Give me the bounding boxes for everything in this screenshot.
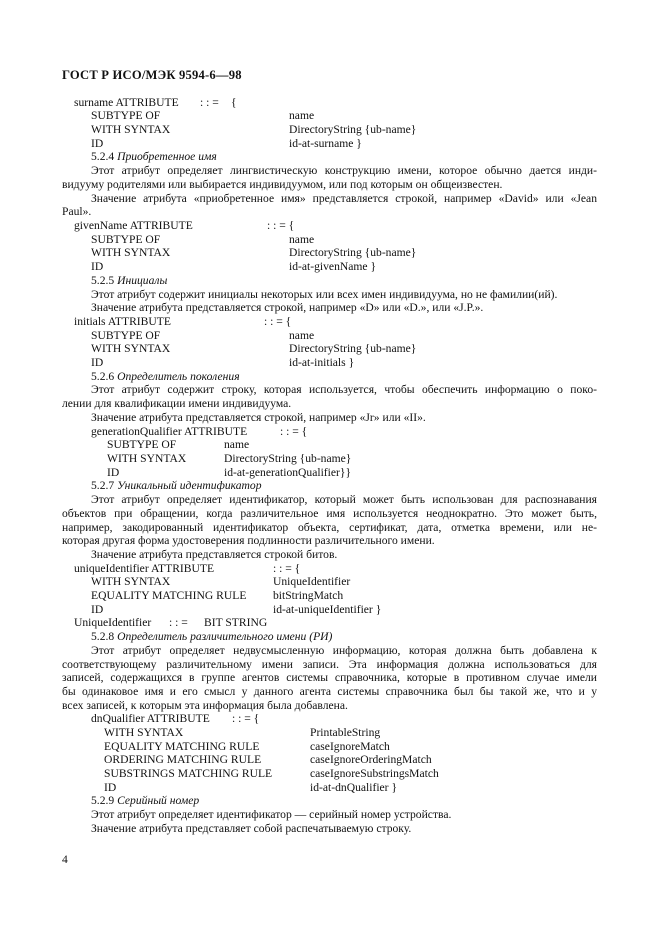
paragraph-line: Paul». bbox=[62, 205, 92, 218]
asn-brace: { bbox=[231, 96, 237, 109]
asn-keyword: SUBSTRINGS MATCHING RULE bbox=[104, 767, 273, 780]
section-heading bbox=[91, 274, 167, 288]
asn-head: uniqueIdentifier ATTRIBUTE bbox=[74, 562, 215, 575]
asn-keyword: SUBTYPE OF bbox=[91, 109, 161, 122]
section-number: 5.2.5 bbox=[91, 274, 115, 287]
paragraph-line: которая другая форма удостоверения подлинности различительного имени. bbox=[62, 534, 435, 547]
asn-value: id-at-generationQualifier}} bbox=[224, 466, 352, 479]
asn-value: DirectoryString {ub-name} bbox=[289, 342, 417, 355]
paragraph-line: Значение атрибута представляется строкой битов. bbox=[91, 548, 338, 561]
paragraph-line: Этот атрибут определяет идентификатор — серийный номер устройства. bbox=[91, 808, 452, 821]
section-number: 5.2.6 bbox=[91, 370, 115, 383]
asn-keyword: ORDERING MATCHING RULE bbox=[104, 753, 262, 766]
asn-keyword: WITH SYNTAX bbox=[104, 726, 184, 739]
asn-keyword: EQUALITY MATCHING RULE bbox=[104, 740, 260, 753]
asn-value: id-at-initials } bbox=[289, 356, 355, 369]
paragraph-line: Значение атрибута представляет собой распечатываемую строку. bbox=[91, 822, 412, 835]
asn-keyword: WITH SYNTAX bbox=[91, 123, 171, 136]
asn-assign: : : = { bbox=[264, 315, 292, 328]
section-title: Серийный номер bbox=[117, 794, 200, 807]
asn-value: BIT STRING bbox=[204, 616, 268, 629]
asn-keyword: ID bbox=[91, 603, 104, 616]
section-number: 5.2.7 bbox=[91, 479, 115, 492]
asn-keyword: SUBTYPE OF bbox=[91, 329, 161, 342]
asn-value: DirectoryString {ub-name} bbox=[289, 246, 417, 259]
asn-head: givenName ATTRIBUTE bbox=[74, 219, 193, 232]
paragraph-line: Этот атрибут определяет лингвистическую конструкцию имени, которое обычно дается инди- bbox=[91, 164, 597, 177]
asn-value: name bbox=[289, 233, 315, 246]
asn-assign: : : = bbox=[200, 96, 219, 109]
asn-value: caseIgnoreSubstringsMatch bbox=[310, 767, 439, 780]
paragraph-line: Этот атрибут содержит инициалы некоторых или всех имен индивидуума, но не фамилии(ий). bbox=[91, 288, 558, 301]
asn-value: bitStringMatch bbox=[273, 589, 344, 602]
paragraph-line: Этот атрибут определяет недвусмысленную информацию, которая должна быть добавлена к bbox=[91, 644, 597, 657]
asn-keyword: WITH SYNTAX bbox=[91, 246, 171, 259]
asn-value: caseIgnoreOrderingMatch bbox=[310, 753, 432, 766]
asn-value: name bbox=[289, 329, 315, 342]
asn-head: generationQualifier ATTRIBUTE bbox=[91, 425, 248, 438]
section-title: Определитель поколения bbox=[117, 370, 240, 383]
section-heading bbox=[91, 479, 262, 493]
paragraph-line: Этот атрибут содержит строку, которая используется, чтобы обеспечить информацию о поко- bbox=[91, 383, 597, 396]
section-title: Уникальный идентификатор bbox=[117, 479, 262, 492]
asn-keyword: WITH SYNTAX bbox=[91, 342, 171, 355]
asn-keyword: EQUALITY MATCHING RULE bbox=[91, 589, 247, 602]
paragraph-line: лении для квалификации имени индивидуума. bbox=[62, 397, 292, 410]
paragraph-line: Значение атрибута «приобретенное имя» представляется строкой, например «David» или «Jean bbox=[91, 192, 597, 205]
asn-value: id-at-dnQualifier } bbox=[310, 781, 398, 794]
section-title: Инициалы bbox=[117, 274, 168, 287]
page-header: ГОСТ Р ИСО/МЭК 9594-6—98 bbox=[62, 68, 242, 82]
asn-keyword: ID bbox=[107, 466, 120, 479]
paragraph-line: Значение атрибута представляется строкой, например «D» или «D.», или «J.P.». bbox=[91, 301, 484, 314]
paragraph-line: всех записей, к которым эта информация была добавлена. bbox=[62, 699, 348, 712]
asn-keyword: WITH SYNTAX bbox=[91, 575, 171, 588]
asn-keyword: SUBTYPE OF bbox=[91, 233, 161, 246]
page-number: 4 bbox=[62, 853, 68, 866]
asn-value: UniqueIdentifier bbox=[273, 575, 351, 588]
asn-keyword: SUBTYPE OF bbox=[107, 438, 177, 451]
asn-value: id-at-surname } bbox=[289, 137, 362, 150]
asn-value: caseIgnoreMatch bbox=[310, 740, 390, 753]
asn-value: DirectoryString {ub-name} bbox=[224, 452, 352, 465]
asn-value: id-at-givenName } bbox=[289, 260, 377, 273]
section-number: 5.2.4 bbox=[91, 150, 115, 163]
section-title: Приобретенное имя bbox=[117, 150, 217, 163]
asn-assign: : : = { bbox=[232, 712, 260, 725]
asn-keyword: ID bbox=[91, 356, 104, 369]
asn-assign: : : = bbox=[169, 616, 188, 629]
paragraph-line: видууму родителями или выбирается индивидуумом, или под которым он общеизвестен. bbox=[62, 178, 503, 191]
paragraph-line: Этот атрибут определяет идентификатор, который может быть использован для распознавания bbox=[91, 493, 597, 506]
asn-head: initials ATTRIBUTE bbox=[74, 315, 171, 328]
asn-value: name bbox=[224, 438, 250, 451]
asn-keyword: ID bbox=[91, 260, 104, 273]
asn-head: surname ATTRIBUTE bbox=[74, 96, 179, 109]
paragraph-line: объектов при обращении, когда различительное имя используется неоднократно. Это может быть, bbox=[62, 507, 597, 520]
paragraph-line: соответствующему различительному имени записи. Эта информация должна использоваться для bbox=[62, 658, 597, 671]
asn-value: DirectoryString {ub-name} bbox=[289, 123, 417, 136]
asn-assign: : : = { bbox=[273, 562, 301, 575]
section-heading bbox=[91, 150, 217, 164]
asn-keyword: ID bbox=[104, 781, 117, 794]
asn-assign: : : = { bbox=[280, 425, 308, 438]
asn-value: PrintableString bbox=[310, 726, 381, 739]
asn-head: dnQualifier ATTRIBUTE bbox=[91, 712, 210, 725]
paragraph-line: бы одинаковое имя и его смысл у данного агента системы справочника был бы такой же, что и у bbox=[62, 685, 597, 698]
paragraph-line: Значение атрибута представляется строкой, например «Jr» или «II». bbox=[91, 411, 426, 424]
section-heading bbox=[91, 794, 199, 808]
section-heading bbox=[91, 630, 332, 644]
asn-head: UniqueIdentifier bbox=[74, 616, 152, 629]
section-heading bbox=[91, 370, 240, 384]
paragraph-line: записей, содержащихся в группе агентов системы справочника, которые в противном случае имели bbox=[62, 671, 597, 684]
asn-value: name bbox=[289, 109, 315, 122]
asn-value: id-at-uniqueIdentifier } bbox=[273, 603, 382, 616]
paragraph-line: например, закодированный идентификатор объекта, сертификат, дата, отметка времени, или не- bbox=[62, 521, 597, 534]
asn-keyword: WITH SYNTAX bbox=[107, 452, 187, 465]
asn-assign: : : = { bbox=[267, 219, 295, 232]
section-title: Определитель различительного имени (РИ) bbox=[117, 630, 333, 643]
section-number: 5.2.8 bbox=[91, 630, 115, 643]
asn-keyword: ID bbox=[91, 137, 104, 150]
section-number: 5.2.9 bbox=[91, 794, 115, 807]
